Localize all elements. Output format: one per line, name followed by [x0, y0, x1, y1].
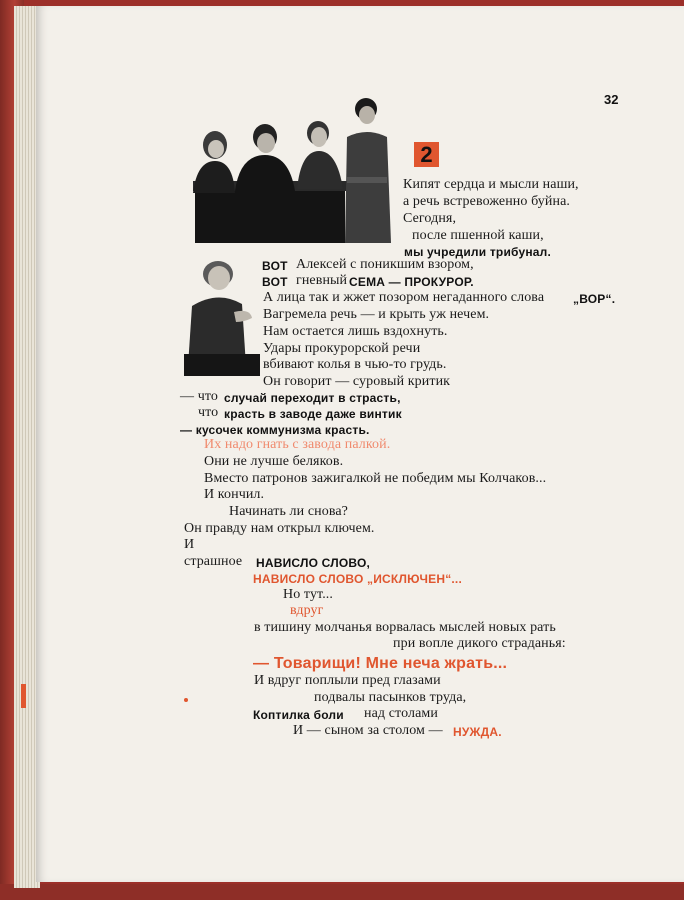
poem-line-21: Начинать ли снова?	[229, 504, 348, 519]
poem-line-8: А лица так и жжет позором негаданного слова	[263, 290, 545, 305]
poem-line-31: И вдруг поплыли пред глазами	[254, 673, 441, 688]
book-cover-bottom	[0, 884, 684, 900]
poem-line-26: Но тут...	[283, 587, 334, 602]
poem-line-25: НАВИСЛО СЛОВО „ИСКЛЮЧЕН“...	[253, 572, 462, 586]
poem-line-22: Он правду нам открыл ключем.	[184, 521, 375, 536]
poem-line-34-nuzhda: НУЖДА.	[453, 725, 502, 739]
poem-line-32: подвалы пасынков труда,	[314, 690, 467, 705]
poem-line-28: в тишину молчанья ворвалась мыслей новых рать	[254, 620, 556, 635]
poem-line-23: И	[184, 537, 195, 552]
poem-line-15: красть в заводе даже винтик	[224, 407, 402, 421]
poem-line-5: мы учредили трибунал.	[404, 245, 552, 259]
group-photo	[185, 97, 400, 243]
poem-line-12: вбивают колья в чью-то грудь.	[263, 357, 447, 372]
poem-line-4: после пшенной каши,	[412, 228, 544, 243]
poem-line-1: Кипят сердца и мысли наши,	[403, 177, 579, 192]
poem-line-10: Нам остается лишь вздохнуть.	[263, 324, 448, 339]
prosecutor-photo-image	[184, 256, 260, 376]
poem-line-34: И — сыном за столом —	[293, 723, 443, 738]
poem-line-20: И кончил.	[204, 487, 265, 502]
poem-line-7-prosecutor: СЕМА — ПРОКУРОР.	[349, 275, 474, 289]
poem-line-17: Их надо гнать с завода палкой.	[204, 437, 391, 452]
section-number-badge: 2	[414, 142, 439, 167]
poem-line-2: а речь встревоженно буйна.	[403, 194, 570, 209]
poem-line-7-caps: ВОТ	[262, 275, 288, 289]
poem-line-14-prefix: — что	[180, 389, 218, 404]
poem-line-3: Сегодня,	[403, 211, 457, 226]
poem-line-6: Алексей с поникшим взором,	[296, 257, 474, 272]
poem-line-14: случай переходит в страсть,	[224, 391, 401, 405]
prosecutor-photo	[184, 256, 260, 376]
poem-line-8-vor: „ВОР“.	[573, 292, 616, 306]
poem-line-13: Он говорит — суровый критик	[263, 374, 451, 389]
poem-line-6-caps: ВОТ	[262, 259, 288, 273]
poem-line-19: Вместо патронов зажигалкой не победим мы Колчаков...	[204, 471, 547, 486]
group-photo-image	[185, 97, 400, 243]
poem-line-33: над столами	[364, 706, 438, 721]
poem-line-15-prefix: что	[198, 405, 219, 420]
poem-line-18: Они не лучше беляков.	[204, 454, 344, 469]
poem-line-11: Удары прокурорской речи	[263, 341, 421, 356]
page-number: 32	[604, 92, 619, 107]
margin-mark	[21, 684, 26, 708]
poem-line-16: — кусочек коммунизма красть.	[180, 423, 370, 437]
poem-line-30: — Товарищи! Мне неча жрать...	[253, 655, 508, 672]
poem-line-33-caps: Коптилка боли	[253, 708, 344, 722]
poem-line-27: вдруг	[290, 603, 324, 618]
poem-line-29: при вопле дикого страданья:	[393, 636, 566, 651]
bullet-dot	[184, 698, 188, 702]
poem-line-7: гневный	[296, 273, 348, 288]
poem-line-9: Вагремела речь — и крыть уж нечем.	[263, 307, 490, 322]
poem-line-24-prefix: страшное	[184, 554, 243, 569]
poem-line-24: НАВИСЛО СЛОВО,	[256, 556, 371, 570]
